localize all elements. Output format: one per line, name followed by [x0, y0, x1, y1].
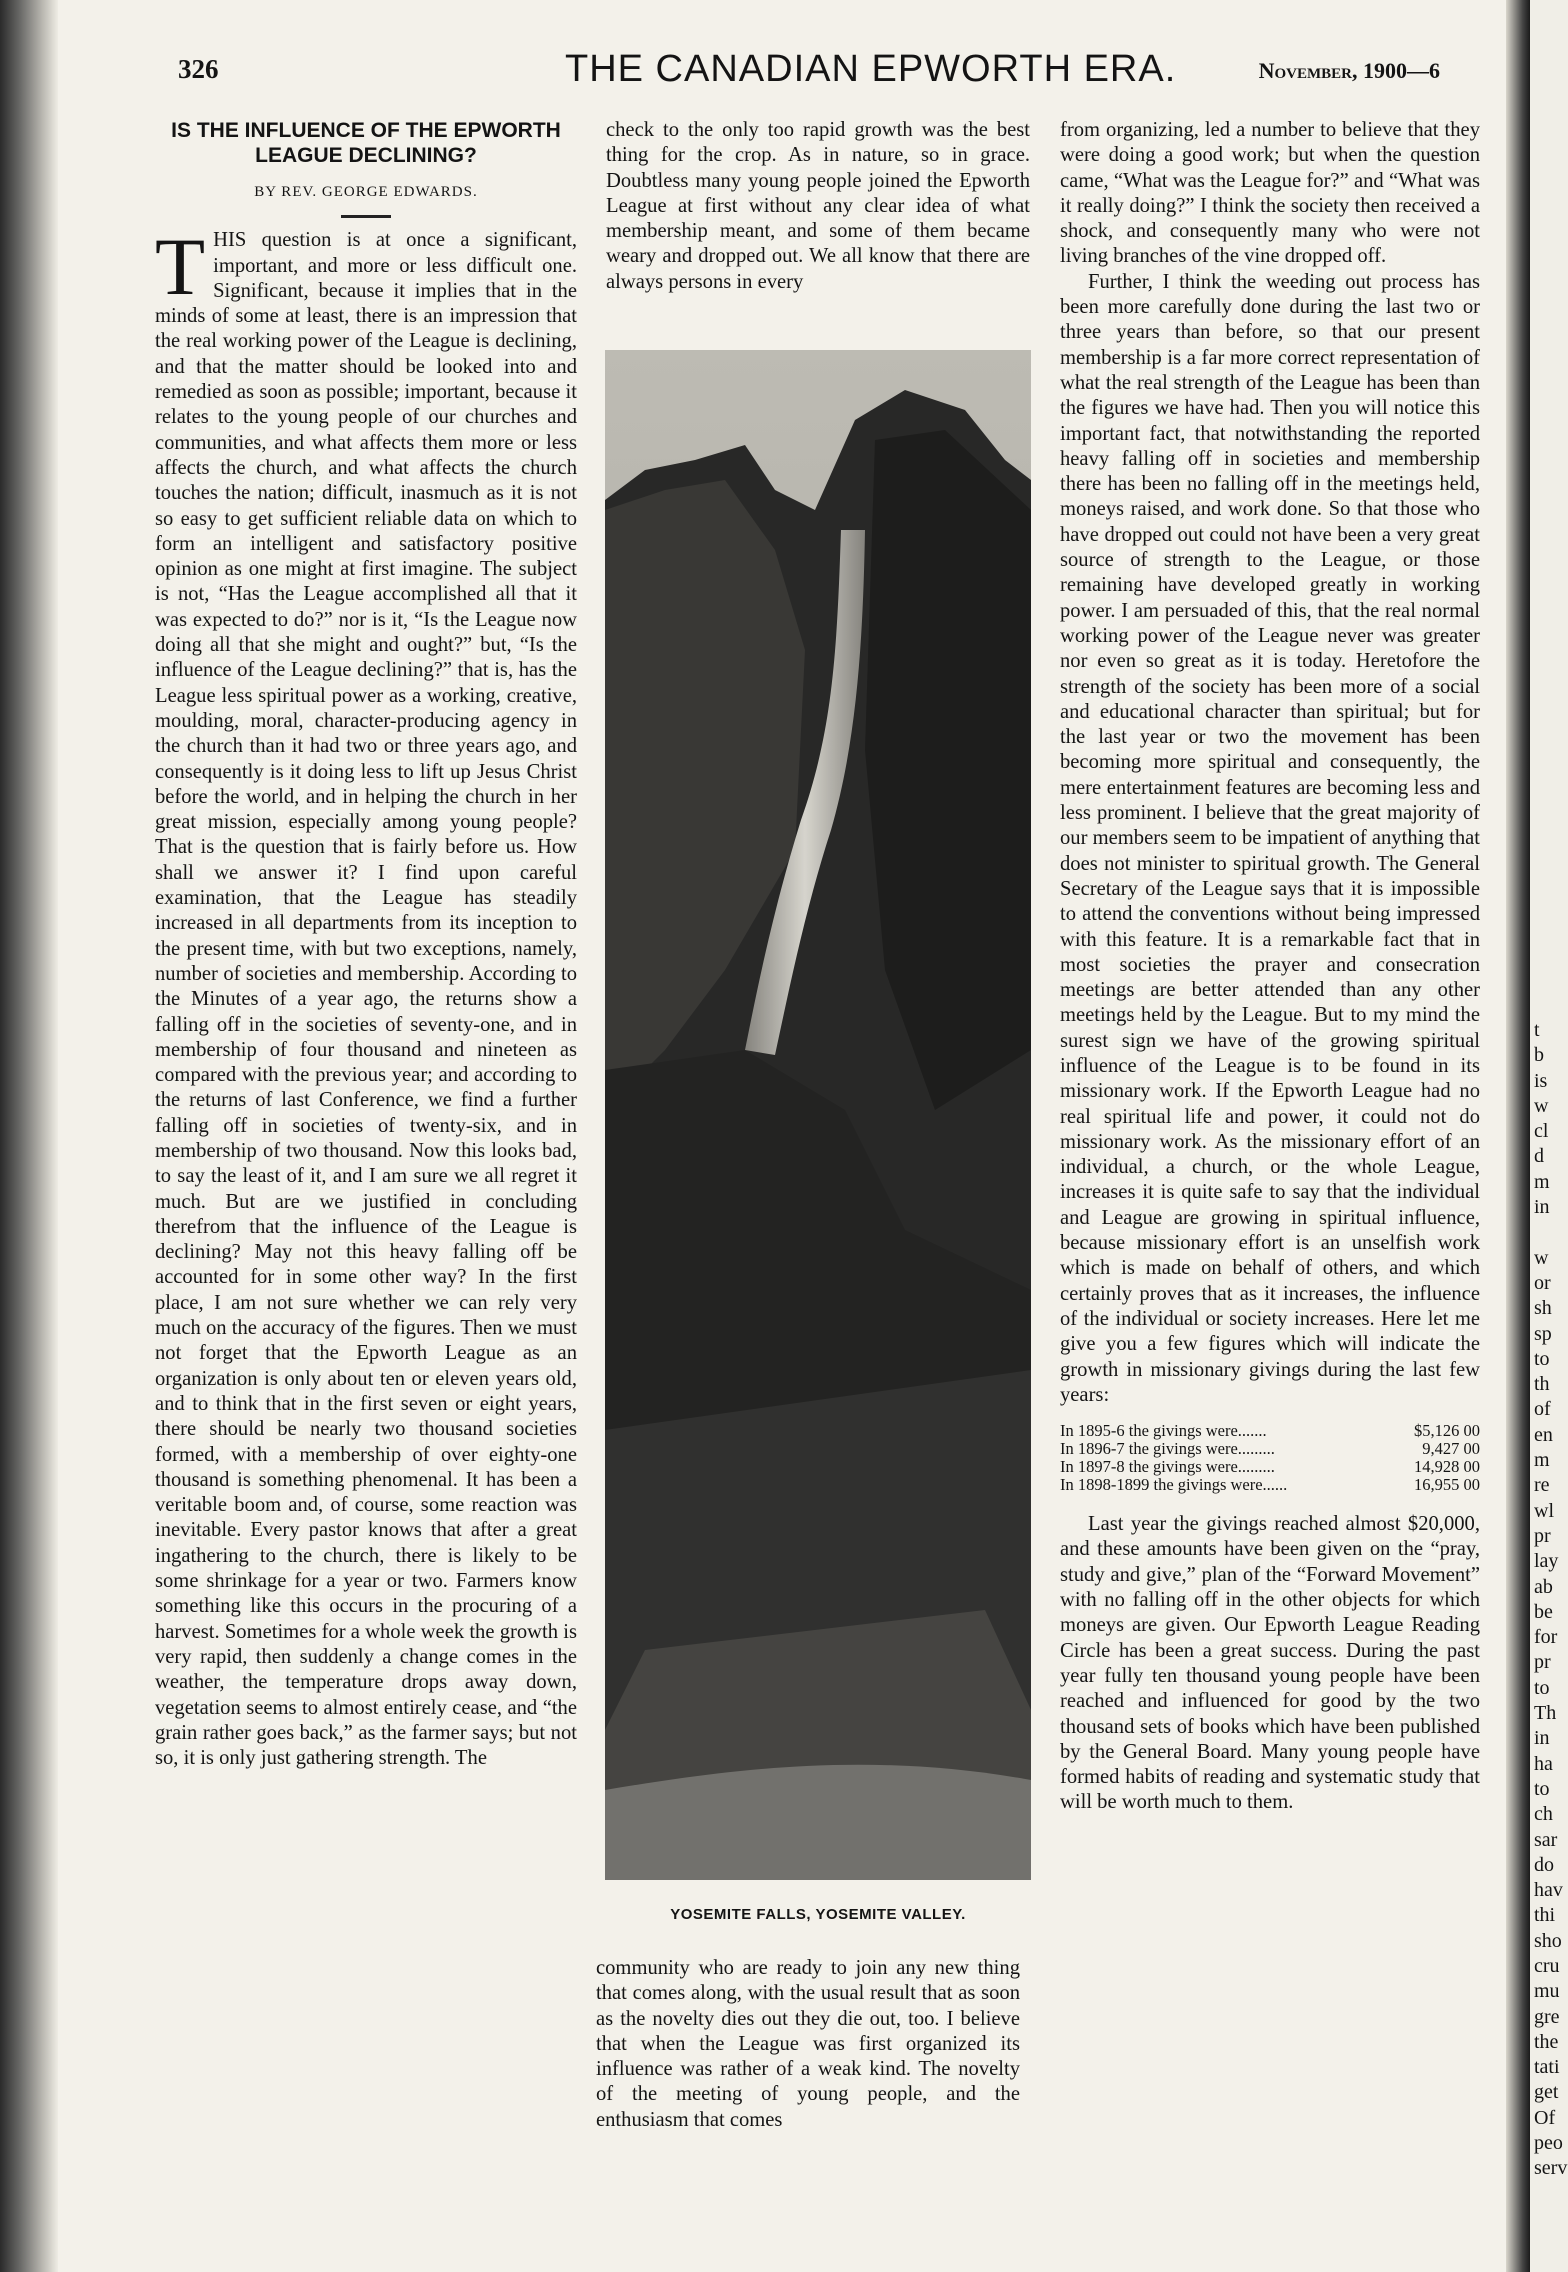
givings-amount: 9,427 00	[1422, 1439, 1480, 1459]
fragment-line: of	[1534, 1398, 1551, 1421]
fragment-line: be	[1534, 1600, 1553, 1623]
fragment-line: cru	[1534, 1954, 1560, 1977]
fragment-line: the	[1534, 2030, 1559, 2053]
fragment-line: is	[1534, 1069, 1548, 1092]
fragment-line: thi	[1534, 1904, 1556, 1927]
fragment-line: or	[1534, 1271, 1551, 1294]
givings-amount: 16,955 00	[1414, 1475, 1480, 1495]
page-edge-shadow	[1506, 0, 1530, 2272]
fragment-line: wl	[1534, 1499, 1554, 1522]
fragment-line: ha	[1534, 1752, 1553, 1775]
givings-label: In 1898-1899 the givings were......	[1060, 1475, 1288, 1495]
fragment-line: hav	[1534, 1879, 1563, 1902]
fragment-line: en	[1534, 1423, 1553, 1446]
fragment-line: re	[1534, 1474, 1550, 1497]
column-3-paragraph-2: Further, I think the weeding out process has been more carefully done during the last two or three years than before, so that our present membership is a far more correct representation of what the real strength of the League has been than the figures we have had. Then you will notice this important fact, that notwithstanding the reported heavy falling off in societies and membership there has been no falling off in the meetings held, moneys raised, and work done. So that those who have dropped out could not have been a very great source of strength to the League, or those remaining have developed greatly in working power. I am persuaded of this, that the real normal working power of the League never was greater nor even so great as it is today. Heretofore the strength of the society has been more of a social and educational character than spiritual; but for the last year or two the movement has been becoming more spiritual and consequently, the mere entertainment features are becoming less and less prominent. I believe that the great majority of our members seem to be impatient of anything that does not minister to spiritual growth. The General Secretary of the League says that it is impossible to attend the conventions without being impressed with this feature. It is a remarkable fact that in most societies the prayer and consecration meetings are better attended than any other meetings held by the League. But to my mind the surest sign we have of the growing spiritual influence of the League is to be found in its missionary work. If the Epworth League had no real spiritual life and power, it could not do missionary work. As the missionary effort of an individual, a church, or the whole League, increases it is quite safe to say that the individual and League are growing in spiritual influence, because missionary effort is an unselfish work which is made on behalf of others, and which certainly proves that as it increases, the influence of the individual or society increases. Here let me give you a few figures which will indicate the growth in missionary givings during the last few years:	[1060, 270, 1480, 1406]
fragment-line: t	[1534, 1019, 1540, 1041]
fragment-line: d	[1534, 1145, 1544, 1168]
fragment-line: for	[1534, 1626, 1558, 1649]
column-3	[1060, 118, 1480, 1816]
fragment-line: sh	[1534, 1297, 1552, 1320]
column-2-top	[606, 118, 1030, 295]
fragment-line: ab	[1534, 1575, 1553, 1598]
issue-date: November, 1900—6	[1258, 58, 1440, 83]
table-row	[1060, 1476, 1480, 1494]
fragment-line: peo	[1534, 2132, 1563, 2155]
fragment-line: mu	[1534, 1980, 1560, 2003]
fragment-line: m	[1534, 1170, 1550, 1193]
fragment-line: in	[1534, 1196, 1550, 1219]
byline: BY REV. GEORGE EDWARDS.	[254, 184, 478, 200]
page-number: 326	[178, 54, 219, 84]
fragment-line: pr	[1534, 1524, 1551, 1547]
fragment-line: sho	[1534, 1929, 1562, 1952]
givings-label: In 1896-7 the givings were.........	[1060, 1439, 1275, 1459]
drop-cap: T	[155, 221, 206, 313]
fragment-line: serv	[1534, 2157, 1568, 2180]
givings-table	[1060, 1422, 1480, 1494]
givings-label: In 1897-8 the givings were.........	[1060, 1457, 1275, 1477]
column-1-text: HIS question is at once a significant, important, and more or less difficult one. Significant, because it implies that in the minds of some at least, there is an impression that the real working power of the League is declining, and that the matter should be looked into and remedied as soon as possible; important, because it relates to the young people of our churches and communities, and what affects them more or less affects the church, and what affects the church touches the nation; difficult, inasmuch as it is not so easy to get sufficient reliable data on which to form an intelligent and satisfactory positive opinion as one might at first imagine. The subject is not, “Has the League accomplished all that it was expected to do?” nor is it, “Is the League now doing all that she might and ought?” but, “Is the influence of the League declining?” that is, has the League less spiritual power as a working, creative, moulding, moral, character-producing agency in the church than it had two or three years ago, and consequently is it doing less to lift up Jesus Christ before the world, and in helping the church in her great mission, especially among young people? That is the question that is fairly before us. How shall we answer it? I find upon careful examination, that the League has steadily increased in all departments from its inception to the present time, with but two exceptions, namely, number of societies and membership. According to the Minutes of a year ago, the returns show a falling off in the societies of seventy-one, and in membership of four thousand and nineteen as compared with the previous year; and according to the returns of last Conference, we find a further falling off in societies of twenty-six, and in membership of two thousand. Now this looks bad, to say the least of it, and I am sure we all regret it much. But are we justified in concluding therefrom that the influence of the League is declining? May not this heavy falling off be accounted for in some other way? In the first place, I am not sure whether we can rely very much on the accuracy of the figures. Then we must not forget that the Epworth League as an organization is only about ten or eleven years old, and to think that in the first seven or eight years, there should be nearly two thousand societies formed, with a membership of over eighty-one thousand is something phenomenal. It has been a veritable boom and, of course, some reaction was inevitable. Every pastor knows that after a great ingathering to the church, there is likely to be some shrinkage for a year or two. Farmers know something like this occurs in the procuring of a harvest. Sometimes for a whole week the growth is very rapid, then suddenly a change comes in the weather, the temperature drops away down, vegetation seems to almost entirely cease, and “the grain rather goes back,” as the farmer says; but not so, it is only just gathering strength. The	[155, 229, 577, 1770]
fragment-line: ch	[1534, 1803, 1553, 1826]
fragment-line: Of	[1534, 2106, 1556, 2129]
givings-amount: 14,928 00	[1414, 1457, 1480, 1477]
opening-paragraph	[155, 221, 577, 1771]
column-3-paragraph-3: Last year the givings reached almost $20,000, and these amounts have been given on the “pray, study and give,” plan of the “Forward Movement” with no falling off in the other objects for which moneys are given. Our Epworth League Reading Circle has been a great success. During the past year fully ten thousand young people have been reached and influenced for good by the two thousand sets of books which have been published by the General Board. Many young people have formed habits of reading and systematic study that will be worth much to them.	[1060, 1513, 1480, 1814]
photo-caption: YOSEMITE FALLS, YOSEMITE VALLEY.	[670, 1906, 966, 1923]
column-2-bottom-text: community who are ready to join any new thing that comes along, with the usual result that as soon as the novelty dies out they die out, too. I believe that when the League was first organized its influence was rather of a weak kind. The novelty of the meeting of young people, and the enthusiasm that comes	[596, 1957, 1020, 2131]
givings-amount: $5,126 00	[1414, 1421, 1480, 1441]
fragment-line: w	[1534, 1246, 1549, 1269]
table-row	[1060, 1440, 1480, 1458]
masthead: THE CANADIAN EPWORTH ERA.	[565, 48, 1177, 90]
book-spine-shadow	[0, 0, 58, 2272]
fragment-line: to	[1534, 1676, 1550, 1699]
fragment-line: cl	[1534, 1120, 1549, 1143]
fragment-line: sp	[1534, 1322, 1552, 1345]
givings-label: In 1895-6 the givings were.......	[1060, 1421, 1267, 1441]
divider	[341, 215, 391, 218]
fragment-line: Th	[1534, 1702, 1557, 1725]
fragment-line: m	[1534, 1449, 1550, 1472]
fragment-line: to	[1534, 1347, 1550, 1370]
fragment-line: pr	[1534, 1651, 1551, 1674]
waterfall-photo	[605, 350, 1031, 1880]
fragment-line: to	[1534, 1777, 1550, 1800]
fragment-line: in	[1534, 1727, 1550, 1750]
fragment-line: get	[1534, 2081, 1559, 2104]
fragment-line: tati	[1534, 2056, 1560, 2079]
fragment-line: w	[1534, 1094, 1549, 1117]
article-title: IS THE INFLUENCE OF THE EPWORTH LEAGUE DECLINING?	[171, 119, 561, 167]
fragment-line: lay	[1534, 1550, 1559, 1573]
column-1	[155, 118, 577, 1771]
fragment-line: th	[1534, 1373, 1550, 1396]
column-2-bottom	[596, 1956, 1020, 2133]
column-2-top-text: check to the only too rapid growth was the best thing for the crop. As in nature, so in grace. Doubtless many young people joined the Epworth League at first without any clear idea of what membership meant, and some of them became weary and dropped out. We all know that there are always persons in every	[606, 119, 1030, 293]
adjacent-page-fragment	[1530, 0, 1568, 2272]
column-3-paragraph-1: from organizing, led a number to believe that they were doing a good work; but when the question came, “What was the League for?” and “What was it really doing?” I think the society then received a shock, and consequently many who were not living branches of the vine dropped off.	[1060, 119, 1480, 268]
waterfall-illustration	[605, 350, 1031, 1880]
fragment-line: b	[1534, 1044, 1544, 1067]
running-header	[170, 48, 1470, 92]
fragment-line: gre	[1534, 2005, 1560, 2028]
fragment-line: do	[1534, 1853, 1554, 1876]
fragment-line: sar	[1534, 1828, 1558, 1851]
table-row	[1060, 1422, 1480, 1440]
table-row	[1060, 1458, 1480, 1476]
fragment-line	[1530, 1220, 1568, 1245]
